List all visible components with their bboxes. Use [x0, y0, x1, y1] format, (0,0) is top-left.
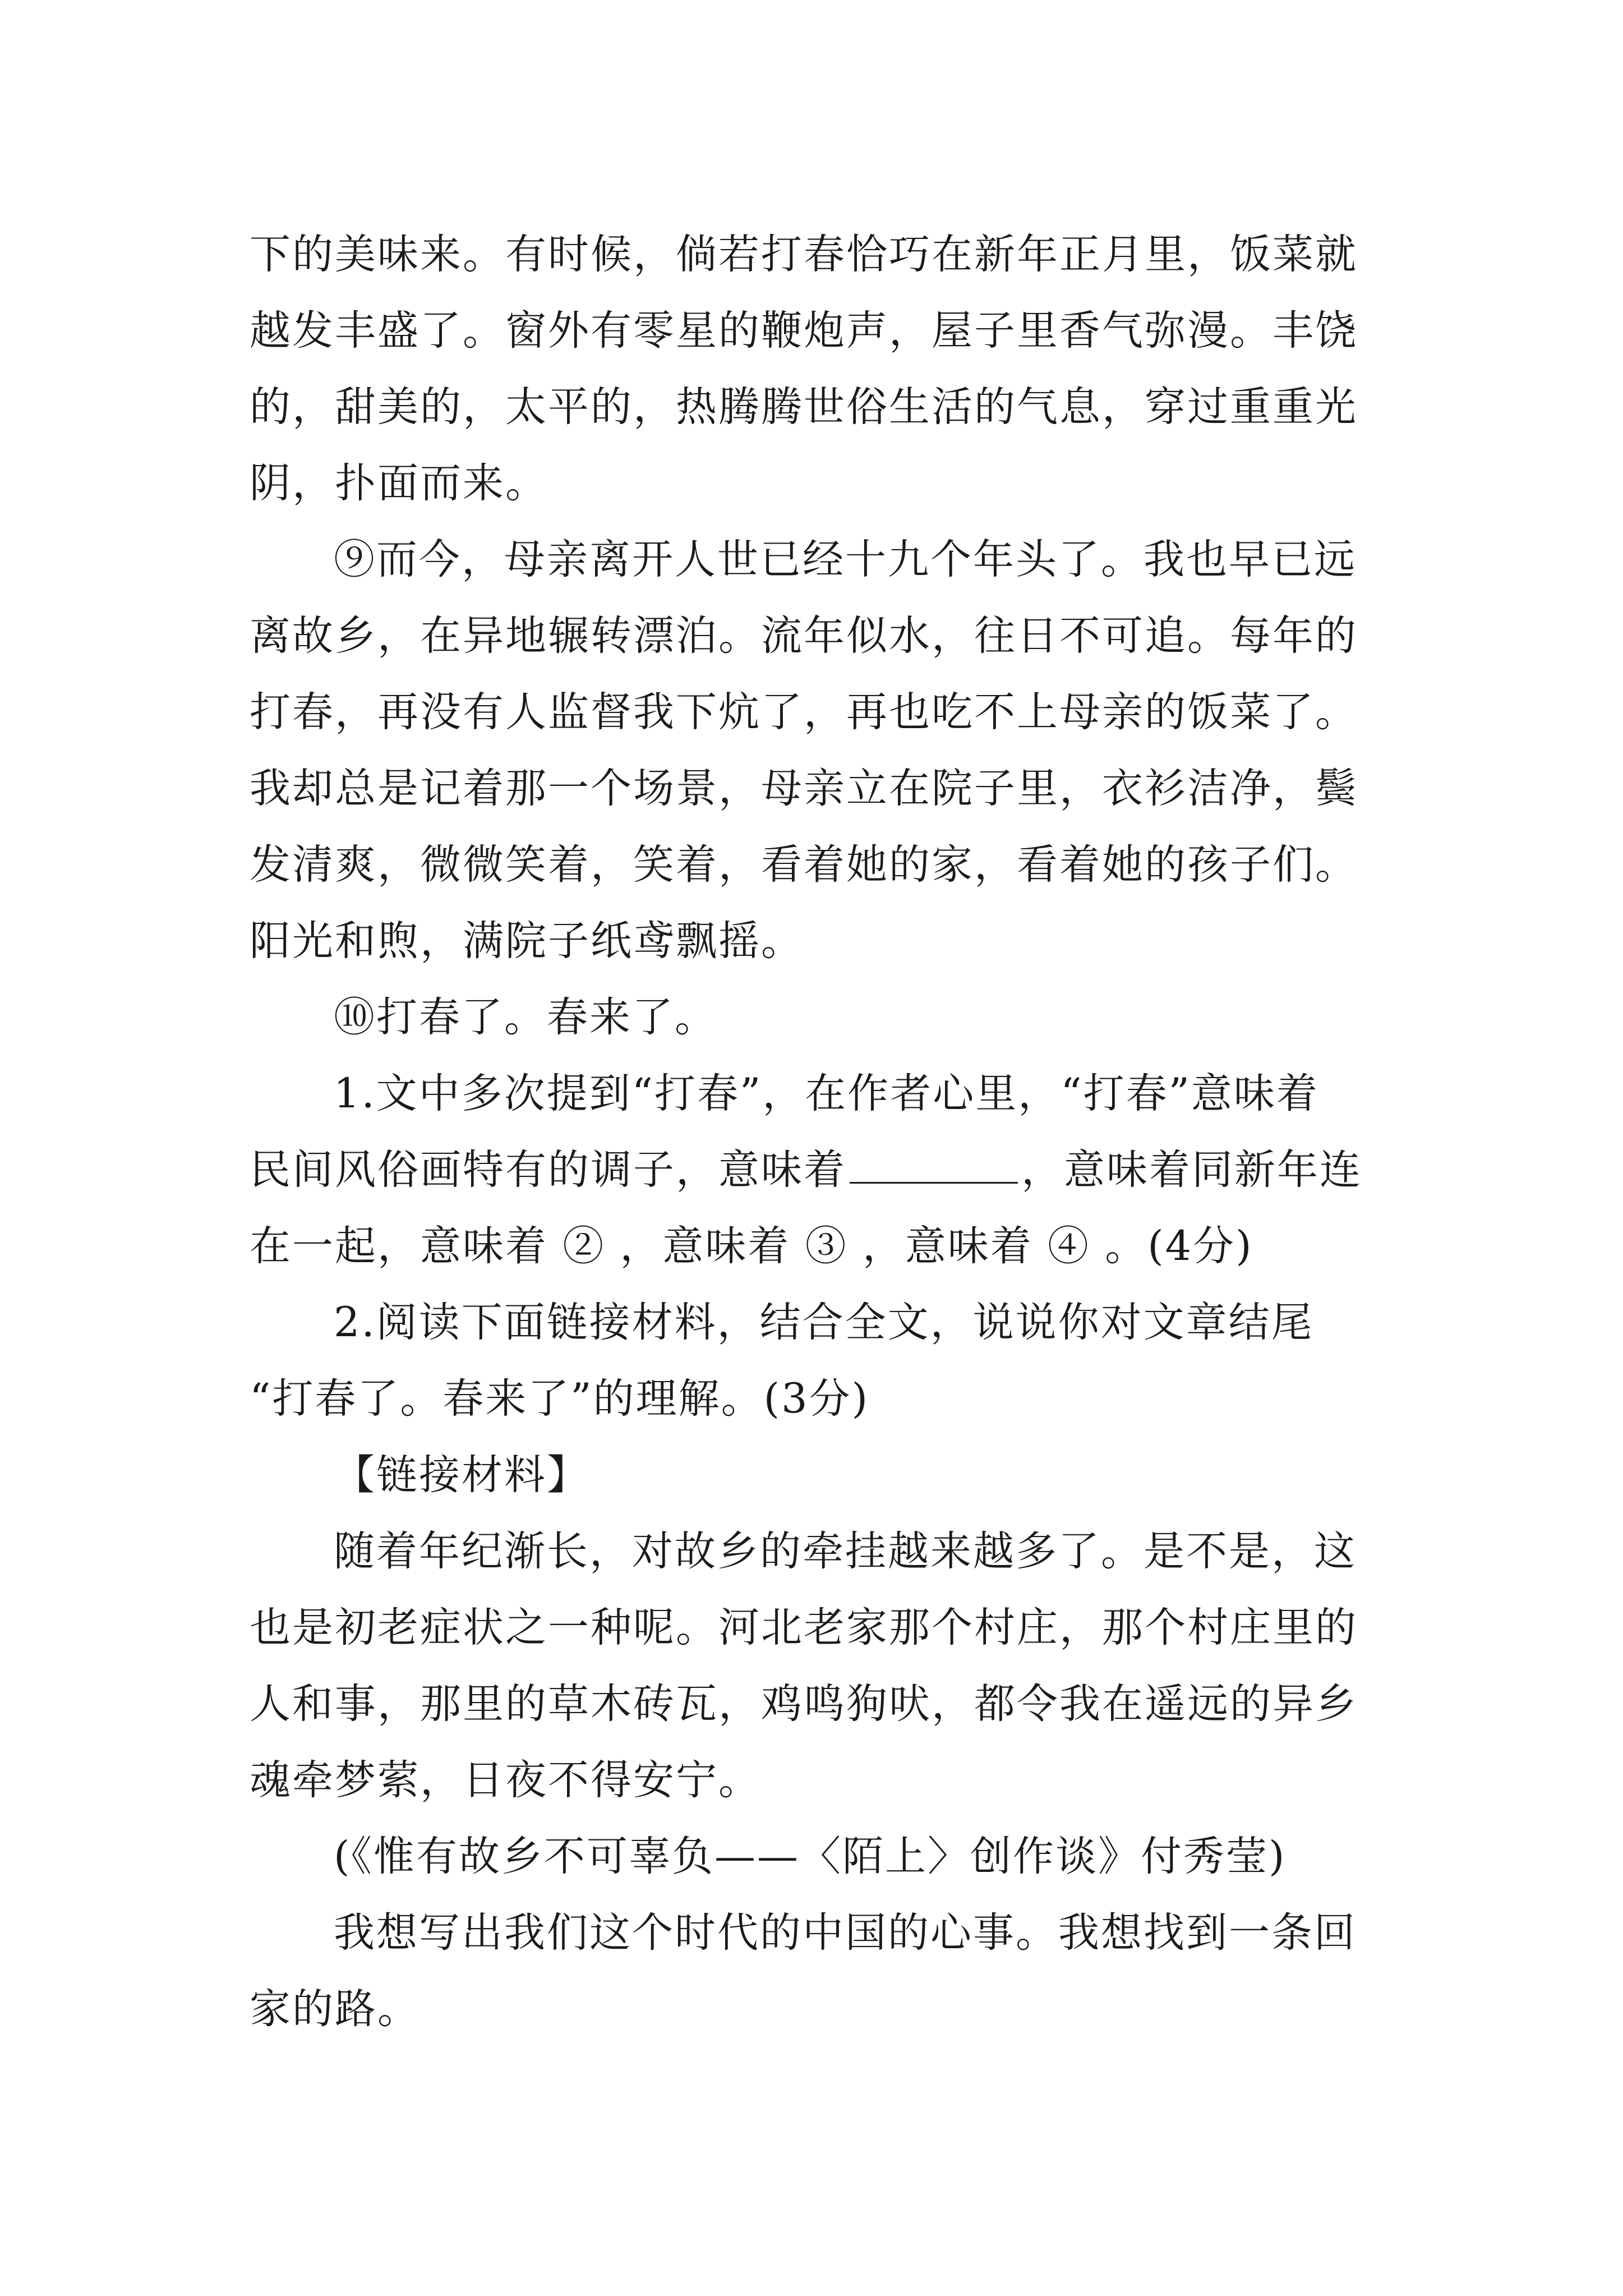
question-1-text: ，意味着同新年连 [1021, 1146, 1362, 1194]
document-body [250, 217, 1410, 2047]
text-line: 的，甜美的，太平的，热腾腾世俗生活的气息，穿过重重光 [250, 383, 1358, 431]
paragraph-9 [250, 522, 1410, 979]
answer-blank[interactable] [850, 1148, 1018, 1184]
text-line: 我却总是记着那一个场景，母亲立在院子里，衣衫洁净，鬓 [250, 765, 1358, 812]
question-1-text: 民间风俗画特有的调子，意味着 [250, 1146, 846, 1194]
text-line: 打春，再没有人监督我下炕了，再也吃不上母亲的饭菜了。 [250, 688, 1358, 736]
question-1-line [250, 1132, 1410, 1208]
text-line: ⑨而今，母亲离开人世已经十九个年头了。我也早已远 [334, 536, 1357, 583]
text-line: 阳光和煦，满院子纸鸢飘摇。 [250, 917, 804, 965]
question-2-line: “打春了。春来了”的理解。(3分) [250, 1375, 870, 1423]
text-line: 阴，扑面而来。 [250, 459, 548, 507]
text-line: 魂牵梦萦，日夜不得安宁。 [250, 1756, 761, 1804]
text-line: 我想写出我们这个时代的中国的心事。我想找到一条回 [334, 1909, 1357, 1957]
text-line: 家的路。 [250, 1985, 420, 2033]
citation: (《惟有故乡不可辜负——〈陌上〉创作谈》付秀莹) [334, 1833, 1287, 1880]
text-line: 也是初老症状之一种呢。河北老家那个村庄，那个村庄里的 [250, 1604, 1358, 1651]
link-material-heading: 【链接材料】 [334, 1451, 589, 1499]
paragraph-8-tail [250, 217, 1410, 522]
text-line: 下的美味来。有时候，倘若打春恰巧在新年正月里，饭菜就 [250, 231, 1358, 278]
question-1-line: 在一起，意味着 ② ，意味着 ③ ，意味着 ④ 。(4分) [250, 1222, 1253, 1270]
text-line: 离故乡，在异地辗转漂泊。流年似水，往日不可追。每年的 [250, 612, 1358, 660]
text-line: 越发丰盛了。窗外有零星的鞭炮声，屋子里香气弥漫。丰饶 [250, 307, 1358, 355]
question-1 [250, 1056, 1410, 1285]
question-2-line: 2.阅读下面链接材料，结合全文，说说你对文章结尾 [334, 1299, 1314, 1346]
question-2 [250, 1285, 1410, 1437]
text-line: ⑩打春了。春来了。 [334, 993, 717, 1041]
text-line: 随着年纪渐长，对故乡的牵挂越来越多了。是不是，这 [334, 1527, 1357, 1575]
text-line: 人和事，那里的草木砖瓦，鸡鸣狗吠，都令我在遥远的异乡 [250, 1680, 1358, 1728]
link-material [250, 1437, 1410, 2047]
text-line: 发清爽，微微笑着，笑着，看着她的家，看着她的孩子们。 [250, 841, 1358, 889]
paragraph-10 [250, 979, 1410, 1056]
question-1-line: 1.文中多次提到“打春”，在作者心里，“打春”意味着 [334, 1070, 1319, 1117]
